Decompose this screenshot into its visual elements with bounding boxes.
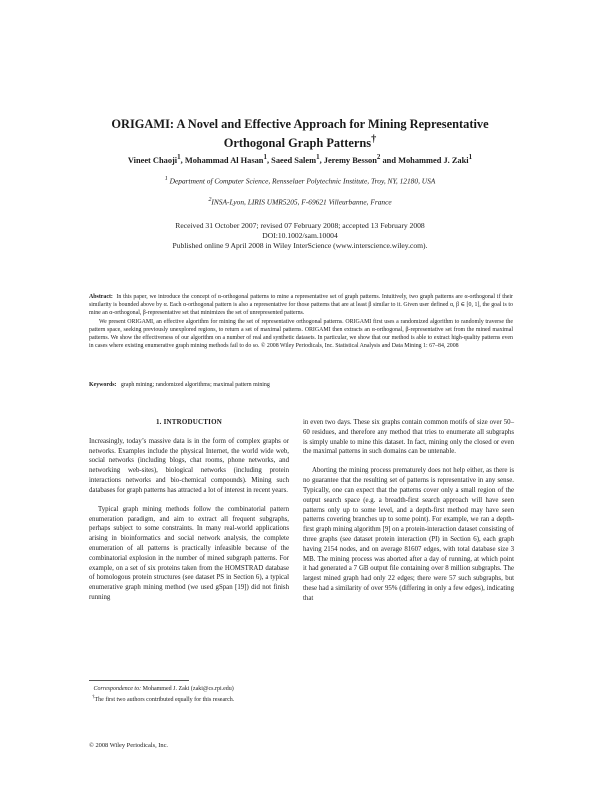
body-paragraph: in even two days. These six graphs contain common motifs of size over 50–60 residues, and therefore any method that tries to enumerate all subgraphs is simply unable to mine this dataset. In fact, mining only the closed or even the maximal patterns in such domains can be untenable. <box>303 419 514 456</box>
body-paragraph: Typical graph mining methods follow the combinatorial pattern enumeration paradigm, and aim to extract all frequent subgraphs, perhaps subject to some constraints. In many real-world applications arising in bioinformatics and social network analysis, the complete enumeration of all patterns is practically infeasible because of the combinatorial explosion in the number of mined subgraph patterns. For example, on a set of six proteins taken from the HOMSTRAD database of homologous protein structures (see dataset PS in Section 6), a typical enumerative graph mining method (we used gSpan [19]) did not finish running <box>89 505 289 601</box>
affiliation-1: $^1$ Department of Computer Science, Rensselaer Polytechnic Institute, Troy, NY, 12180, USA <box>164 176 436 186</box>
copyright-notice: © 2008 Wiley Periodicals, Inc. <box>89 742 169 749</box>
author: Saeed Salem$^1$ <box>271 153 320 165</box>
footnotes <box>89 685 299 704</box>
title-line-2: Orthogonal Graph Patterns <box>223 136 372 151</box>
title-footnote-mark: † <box>371 134 377 145</box>
author: Jeremy Besson$^2$ <box>323 153 381 165</box>
correspondence-note: Correspondence to: Mohammed J. Zaki (zaki@cs.rpi.edu) <box>93 686 234 692</box>
publication-dates <box>40 221 560 252</box>
author-list: Vineet Chaoji$^1$, Mohammad Al Hasan$^1$, Saeed Salem$^1$, Jeremy Besson$^2$ and Mohammed J. Zaki$^1$ <box>127 153 473 165</box>
published-online: Published online 9 April 2008 in Wiley InterScience (www.interscience.wiley.com). <box>172 241 428 251</box>
equal-contribution-note: †The first two authors contributed equally for this research. <box>92 694 235 703</box>
affiliation-2: $^2$INSA-Lyon, LIRIS UMR5205, F-69621 Villeurbanne, France <box>208 197 392 207</box>
keywords-label: Keywords: <box>89 382 117 388</box>
paper-title <box>60 117 540 151</box>
keywords-text: graph mining; randomized algorithms; maximal pattern mining <box>120 382 270 388</box>
abstract-paragraph-1: Abstract: In this paper, we introduce the concept of α-orthogonal patterns to mine a representative set of graph patterns. Intuitively, two graph patterns are α-orthogonal if their similarity is bounded above by α. Each α-orthogonal pattern is also a representative for those patterns that are at least β similar to it. Given user defined α, β ∈ [0, 1], the goal is to mine an α-orthogonal, β-representative set that minimizes the set of unrepresented patterns. <box>89 294 513 317</box>
author: Mohammad Al Hasan$^1$ <box>184 153 267 165</box>
section-heading-introduction: 1. INTRODUCTION <box>155 418 222 426</box>
doi: DOI:10.1002/sam.10004 <box>262 231 338 241</box>
body-paragraph: Increasingly, today’s massive data is in the form of complex graphs or networks. Examples include the physical Internet, the world wide web, social networks (including blogs, chat rooms, phone networks, and networking web-sites), biological networks (including protein interactions networks and bio-chemical compounds). Mining such databases for graph patterns has attracted a lot of interest in recent years. <box>89 437 289 494</box>
abstract-paragraph-2: We present ORIGAMI, an effective algorithm for mining the set of representative orthogonal patterns. ORIGAMI first uses a randomized algorithm to randomly traverse the pattern space, seeking previously unexplored regions, to return a set of maximal patterns. ORIGAMI then extracts an α-orthogonal, β-representative set from the mined maximal patterns. We show the effectiveness of our algorithm on a number of real and synthetic datasets. In particular, we show that our method is able to extract high-quality patterns even in cases where existing enumerative graph mining methods fail to do so. © 2008 Wiley Periodicals, Inc. Statistical Analysis and Data Mining 1: 67–84, 2008 <box>89 318 513 350</box>
body-column-right <box>303 418 514 604</box>
author: Mohammed J. Zaki$^1$ <box>398 153 473 165</box>
footnote-divider <box>89 680 189 681</box>
body-paragraph: Aborting the mining process prematurely does not help either, as there is no guarantee that the resulting set of patterns is representative in any sense. Typically, one can expect that the patterns cover only a small region of the output search space (e.g. a breadth-first search approach will have seen patterns only up to some level, and a depth-first method may have seen patterns covering branches up to some point). For example, we ran a depth-first graph mining algorithm [9] on a protein-interaction dataset consisting of three graphs (see dataset protein interaction (PI) in Section 6), each graph having 2154 nodes, and on average 81607 edges, with total database size 3 MB. The mining process was aborted after a day of running, at which point it had generated a 7 GB output file containing over 8 million subgraphs. The largest mined graph had only 22 edges; there were 57 such subgraphs, but these had a similarity of over 95% (differing in only a few edges), indicating that <box>303 467 514 602</box>
received-dates: Received 31 October 2007; revised 07 February 2008; accepted 13 February 2008 <box>175 221 425 230</box>
abstract-label: Abstract: <box>89 294 113 300</box>
title-line-1: ORIGAMI: A Novel and Effective Approach for Mining Representative <box>111 117 489 131</box>
author: Vineet Chaoji$^1$ <box>127 153 181 165</box>
keywords <box>89 381 513 389</box>
body-column-left <box>89 418 289 603</box>
abstract <box>89 293 513 350</box>
